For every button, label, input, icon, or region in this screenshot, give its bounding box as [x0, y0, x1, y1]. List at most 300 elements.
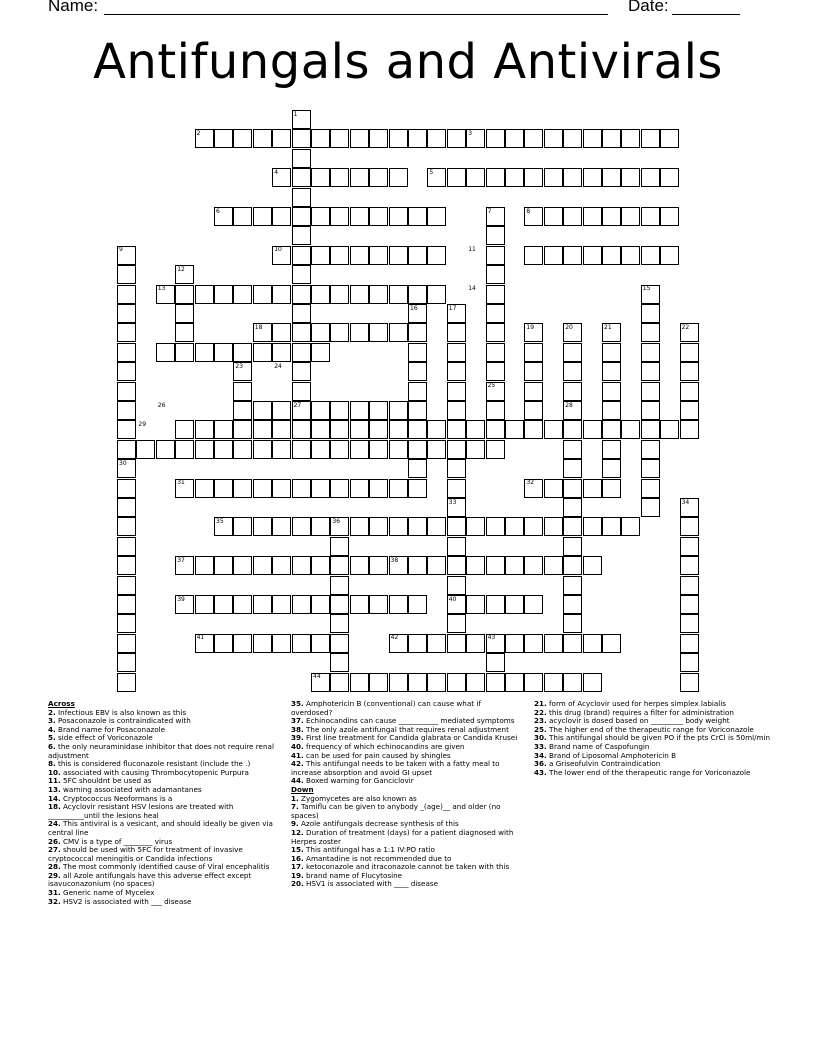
grid-cell[interactable] [583, 479, 602, 498]
grid-cell[interactable] [292, 323, 311, 342]
grid-cell[interactable] [563, 207, 582, 226]
grid-cell[interactable] [680, 537, 699, 556]
grid-cell[interactable] [253, 556, 272, 575]
grid-cell[interactable] [214, 634, 233, 653]
grid-cell[interactable] [563, 576, 582, 595]
grid-cell[interactable] [369, 673, 388, 692]
grid-cell[interactable] [447, 440, 466, 459]
grid-cell[interactable] [660, 207, 679, 226]
grid-cell[interactable] [544, 420, 563, 439]
grid-cell[interactable] [544, 634, 563, 653]
grid-cell[interactable] [214, 556, 233, 575]
grid-cell[interactable] [466, 517, 485, 536]
grid-cell[interactable] [505, 517, 524, 536]
grid-cell[interactable] [641, 168, 660, 187]
grid-cell[interactable] [505, 129, 524, 148]
grid-cell[interactable] [427, 673, 446, 692]
grid-cell[interactable] [195, 556, 214, 575]
grid-cell[interactable] [369, 556, 388, 575]
grid-cell[interactable] [408, 673, 427, 692]
grid-cell[interactable] [330, 285, 349, 304]
grid-cell[interactable] [195, 343, 214, 362]
grid-cell[interactable] [272, 634, 291, 653]
grid-cell[interactable] [486, 401, 505, 420]
grid-cell[interactable] [486, 343, 505, 362]
grid-cell[interactable] [583, 129, 602, 148]
grid-cell[interactable] [389, 440, 408, 459]
grid-cell[interactable] [311, 168, 330, 187]
grid-cell[interactable] [369, 517, 388, 536]
grid-cell[interactable] [233, 285, 252, 304]
grid-cell[interactable] [117, 304, 136, 323]
grid-cell[interactable] [369, 420, 388, 439]
grid-cell[interactable] [175, 323, 194, 342]
grid-cell[interactable] [505, 168, 524, 187]
grid-cell[interactable] [447, 576, 466, 595]
grid-cell[interactable] [427, 556, 446, 575]
grid-cell[interactable] [311, 634, 330, 653]
grid-cell[interactable] [427, 420, 446, 439]
grid-cell[interactable] [350, 517, 369, 536]
grid-cell[interactable] [214, 420, 233, 439]
grid-cell[interactable] [292, 362, 311, 381]
grid-cell[interactable] [330, 401, 349, 420]
grid-cell[interactable] [583, 246, 602, 265]
grid-cell[interactable] [602, 382, 621, 401]
grid-cell[interactable] [524, 343, 543, 362]
grid-cell[interactable] [602, 207, 621, 226]
grid-cell[interactable] [369, 595, 388, 614]
grid-cell[interactable] [505, 673, 524, 692]
grid-cell[interactable] [621, 207, 640, 226]
grid-cell[interactable] [272, 479, 291, 498]
grid-cell[interactable] [292, 188, 311, 207]
grid-cell[interactable] [524, 129, 543, 148]
grid-cell[interactable] [214, 595, 233, 614]
grid-cell[interactable] [389, 323, 408, 342]
grid-cell[interactable] [641, 323, 660, 342]
grid-cell[interactable] [447, 401, 466, 420]
grid-cell[interactable] [621, 168, 640, 187]
grid-cell[interactable] [544, 246, 563, 265]
grid-cell[interactable] [117, 323, 136, 342]
grid-cell[interactable] [214, 479, 233, 498]
grid-cell[interactable] [486, 362, 505, 381]
grid-cell[interactable] [447, 168, 466, 187]
grid-cell[interactable] [583, 420, 602, 439]
grid-cell[interactable] [524, 517, 543, 536]
grid-cell[interactable] [466, 420, 485, 439]
grid-cell[interactable] [117, 420, 136, 439]
grid-cell[interactable] [466, 634, 485, 653]
grid-cell[interactable] [563, 129, 582, 148]
grid-cell[interactable] [408, 207, 427, 226]
grid-cell[interactable] [563, 634, 582, 653]
grid-cell[interactable] [311, 595, 330, 614]
grid-cell[interactable] [680, 634, 699, 653]
grid-cell[interactable] [272, 595, 291, 614]
grid-cell[interactable] [641, 420, 660, 439]
grid-cell[interactable] [369, 207, 388, 226]
grid-cell[interactable] [563, 595, 582, 614]
grid-cell[interactable] [466, 440, 485, 459]
grid-cell[interactable] [621, 129, 640, 148]
grid-cell[interactable] [253, 420, 272, 439]
grid-cell[interactable] [389, 129, 408, 148]
grid-cell[interactable] [583, 517, 602, 536]
grid-cell[interactable] [253, 517, 272, 536]
grid-cell[interactable] [253, 401, 272, 420]
grid-cell[interactable] [233, 420, 252, 439]
grid-cell[interactable] [117, 673, 136, 692]
grid-cell[interactable] [602, 129, 621, 148]
grid-cell[interactable] [544, 207, 563, 226]
grid-cell[interactable] [292, 517, 311, 536]
grid-cell[interactable] [641, 246, 660, 265]
grid-cell[interactable] [389, 595, 408, 614]
grid-cell[interactable] [330, 556, 349, 575]
grid-cell[interactable] [117, 614, 136, 633]
grid-cell[interactable] [272, 129, 291, 148]
grid-cell[interactable] [330, 479, 349, 498]
grid-cell[interactable] [563, 420, 582, 439]
grid-cell[interactable] [292, 207, 311, 226]
grid-cell[interactable] [156, 440, 175, 459]
grid-cell[interactable] [292, 265, 311, 284]
grid-cell[interactable] [583, 168, 602, 187]
grid-cell[interactable] [602, 362, 621, 381]
grid-cell[interactable] [292, 226, 311, 245]
grid-cell[interactable] [350, 479, 369, 498]
grid-cell[interactable] [253, 285, 272, 304]
grid-cell[interactable] [175, 343, 194, 362]
grid-cell[interactable] [408, 343, 427, 362]
grid-cell[interactable] [253, 479, 272, 498]
grid-cell[interactable] [253, 440, 272, 459]
grid-cell[interactable] [583, 556, 602, 575]
grid-cell[interactable] [486, 265, 505, 284]
grid-cell[interactable] [447, 614, 466, 633]
grid-cell[interactable] [524, 634, 543, 653]
grid-cell[interactable] [524, 168, 543, 187]
grid-cell[interactable] [641, 479, 660, 498]
grid-cell[interactable] [466, 556, 485, 575]
grid-cell[interactable] [486, 168, 505, 187]
grid-cell[interactable] [350, 246, 369, 265]
grid-cell[interactable] [447, 634, 466, 653]
grid-cell[interactable] [641, 129, 660, 148]
grid-cell[interactable] [272, 207, 291, 226]
grid-cell[interactable] [641, 440, 660, 459]
grid-cell[interactable] [602, 401, 621, 420]
grid-cell[interactable] [563, 614, 582, 633]
grid-cell[interactable] [233, 634, 252, 653]
grid-cell[interactable] [330, 420, 349, 439]
grid-cell[interactable] [660, 129, 679, 148]
grid-cell[interactable] [350, 129, 369, 148]
grid-cell[interactable] [408, 440, 427, 459]
grid-cell[interactable] [641, 459, 660, 478]
grid-cell[interactable] [427, 129, 446, 148]
grid-cell[interactable] [292, 420, 311, 439]
grid-cell[interactable] [350, 440, 369, 459]
grid-cell[interactable] [311, 323, 330, 342]
grid-cell[interactable] [602, 420, 621, 439]
grid-cell[interactable] [447, 343, 466, 362]
grid-cell[interactable] [583, 207, 602, 226]
grid-cell[interactable] [117, 498, 136, 517]
grid-cell[interactable] [117, 653, 136, 672]
grid-cell[interactable] [563, 440, 582, 459]
grid-cell[interactable] [563, 556, 582, 575]
grid-cell[interactable] [563, 382, 582, 401]
grid-cell[interactable] [389, 285, 408, 304]
grid-cell[interactable] [660, 420, 679, 439]
grid-cell[interactable] [641, 498, 660, 517]
grid-cell[interactable] [544, 673, 563, 692]
grid-cell[interactable] [330, 653, 349, 672]
grid-cell[interactable] [272, 285, 291, 304]
grid-cell[interactable] [680, 653, 699, 672]
grid-cell[interactable] [505, 420, 524, 439]
grid-cell[interactable] [602, 634, 621, 653]
grid-cell[interactable] [350, 285, 369, 304]
grid-cell[interactable] [195, 479, 214, 498]
grid-cell[interactable] [117, 343, 136, 362]
grid-cell[interactable] [233, 517, 252, 536]
grid-cell[interactable] [292, 285, 311, 304]
grid-cell[interactable] [486, 440, 505, 459]
grid-cell[interactable] [272, 556, 291, 575]
grid-cell[interactable] [563, 459, 582, 478]
grid-cell[interactable] [253, 343, 272, 362]
grid-cell[interactable] [253, 129, 272, 148]
grid-cell[interactable] [214, 440, 233, 459]
grid-cell[interactable] [233, 129, 252, 148]
grid-cell[interactable] [486, 653, 505, 672]
grid-cell[interactable] [563, 673, 582, 692]
grid-cell[interactable] [389, 517, 408, 536]
grid-cell[interactable] [408, 323, 427, 342]
grid-cell[interactable] [486, 246, 505, 265]
grid-cell[interactable] [680, 595, 699, 614]
grid-cell[interactable] [621, 517, 640, 536]
grid-cell[interactable] [583, 673, 602, 692]
grid-cell[interactable] [195, 420, 214, 439]
grid-cell[interactable] [389, 246, 408, 265]
grid-cell[interactable] [292, 556, 311, 575]
grid-cell[interactable] [408, 382, 427, 401]
grid-cell[interactable] [350, 401, 369, 420]
grid-cell[interactable] [408, 420, 427, 439]
grid-cell[interactable] [253, 207, 272, 226]
grid-cell[interactable] [447, 517, 466, 536]
grid-cell[interactable] [408, 479, 427, 498]
grid-cell[interactable] [253, 634, 272, 653]
grid-cell[interactable] [524, 382, 543, 401]
grid-cell[interactable] [117, 362, 136, 381]
grid-cell[interactable] [408, 459, 427, 478]
grid-cell[interactable] [447, 459, 466, 478]
grid-cell[interactable] [311, 517, 330, 536]
grid-cell[interactable] [563, 537, 582, 556]
grid-cell[interactable] [544, 168, 563, 187]
grid-cell[interactable] [330, 323, 349, 342]
grid-cell[interactable] [602, 459, 621, 478]
grid-cell[interactable] [233, 207, 252, 226]
grid-cell[interactable] [408, 634, 427, 653]
grid-cell[interactable] [330, 246, 349, 265]
grid-cell[interactable] [117, 634, 136, 653]
grid-cell[interactable] [195, 440, 214, 459]
grid-cell[interactable] [369, 168, 388, 187]
grid-cell[interactable] [369, 479, 388, 498]
grid-cell[interactable] [292, 479, 311, 498]
grid-cell[interactable] [524, 420, 543, 439]
grid-cell[interactable] [427, 246, 446, 265]
grid-cell[interactable] [486, 285, 505, 304]
grid-cell[interactable] [233, 382, 252, 401]
grid-cell[interactable] [680, 556, 699, 575]
grid-cell[interactable] [117, 595, 136, 614]
grid-cell[interactable] [292, 634, 311, 653]
grid-cell[interactable] [369, 401, 388, 420]
grid-cell[interactable] [660, 246, 679, 265]
grid-cell[interactable] [680, 614, 699, 633]
grid-cell[interactable] [292, 440, 311, 459]
grid-cell[interactable] [660, 168, 679, 187]
grid-cell[interactable] [214, 343, 233, 362]
grid-cell[interactable] [408, 246, 427, 265]
grid-cell[interactable] [563, 168, 582, 187]
grid-cell[interactable] [214, 129, 233, 148]
grid-cell[interactable] [408, 595, 427, 614]
grid-cell[interactable] [233, 343, 252, 362]
grid-cell[interactable] [330, 614, 349, 633]
grid-cell[interactable] [486, 673, 505, 692]
grid-cell[interactable] [466, 168, 485, 187]
grid-cell[interactable] [427, 440, 446, 459]
grid-cell[interactable] [233, 479, 252, 498]
grid-cell[interactable] [544, 479, 563, 498]
grid-cell[interactable] [156, 343, 175, 362]
grid-cell[interactable] [447, 420, 466, 439]
grid-cell[interactable] [292, 595, 311, 614]
grid-cell[interactable] [680, 362, 699, 381]
grid-cell[interactable] [292, 246, 311, 265]
grid-cell[interactable] [330, 634, 349, 653]
grid-cell[interactable] [117, 576, 136, 595]
grid-cell[interactable] [311, 343, 330, 362]
grid-cell[interactable] [408, 556, 427, 575]
grid-cell[interactable] [292, 149, 311, 168]
grid-cell[interactable] [272, 343, 291, 362]
grid-cell[interactable] [389, 401, 408, 420]
grid-cell[interactable] [350, 323, 369, 342]
grid-cell[interactable] [272, 420, 291, 439]
grid-cell[interactable] [680, 420, 699, 439]
grid-cell[interactable] [272, 517, 291, 536]
grid-cell[interactable] [680, 576, 699, 595]
grid-cell[interactable] [311, 207, 330, 226]
grid-cell[interactable] [272, 401, 291, 420]
grid-cell[interactable] [447, 362, 466, 381]
grid-cell[interactable] [641, 304, 660, 323]
grid-cell[interactable] [408, 362, 427, 381]
grid-cell[interactable] [408, 129, 427, 148]
grid-cell[interactable] [447, 537, 466, 556]
grid-cell[interactable] [641, 362, 660, 381]
grid-cell[interactable] [524, 595, 543, 614]
grid-cell[interactable] [214, 285, 233, 304]
grid-cell[interactable] [350, 673, 369, 692]
grid-cell[interactable] [447, 479, 466, 498]
grid-cell[interactable] [175, 420, 194, 439]
grid-cell[interactable] [602, 517, 621, 536]
grid-cell[interactable] [175, 440, 194, 459]
grid-cell[interactable] [466, 673, 485, 692]
grid-cell[interactable] [330, 576, 349, 595]
grid-cell[interactable] [486, 226, 505, 245]
grid-cell[interactable] [330, 207, 349, 226]
grid-cell[interactable] [350, 595, 369, 614]
grid-cell[interactable] [680, 382, 699, 401]
grid-cell[interactable] [524, 362, 543, 381]
grid-cell[interactable] [563, 479, 582, 498]
grid-cell[interactable] [330, 595, 349, 614]
grid-cell[interactable] [641, 207, 660, 226]
grid-cell[interactable] [524, 673, 543, 692]
grid-cell[interactable] [311, 129, 330, 148]
grid-cell[interactable] [117, 537, 136, 556]
grid-cell[interactable] [175, 285, 194, 304]
grid-cell[interactable] [427, 207, 446, 226]
grid-cell[interactable] [311, 556, 330, 575]
grid-cell[interactable] [447, 556, 466, 575]
grid-cell[interactable] [233, 440, 252, 459]
grid-cell[interactable] [117, 285, 136, 304]
grid-cell[interactable] [136, 440, 155, 459]
grid-cell[interactable] [486, 304, 505, 323]
grid-cell[interactable] [369, 129, 388, 148]
grid-cell[interactable] [117, 517, 136, 536]
grid-cell[interactable] [408, 401, 427, 420]
grid-cell[interactable] [253, 595, 272, 614]
grid-cell[interactable] [602, 440, 621, 459]
grid-cell[interactable] [369, 285, 388, 304]
grid-cell[interactable] [117, 440, 136, 459]
grid-cell[interactable] [680, 343, 699, 362]
grid-cell[interactable] [602, 246, 621, 265]
grid-cell[interactable] [447, 382, 466, 401]
grid-cell[interactable] [369, 246, 388, 265]
grid-cell[interactable] [117, 382, 136, 401]
grid-cell[interactable] [117, 401, 136, 420]
grid-cell[interactable] [330, 129, 349, 148]
grid-cell[interactable] [350, 168, 369, 187]
grid-cell[interactable] [486, 323, 505, 342]
grid-cell[interactable] [292, 129, 311, 148]
grid-cell[interactable] [369, 440, 388, 459]
grid-cell[interactable] [563, 498, 582, 517]
grid-cell[interactable] [505, 595, 524, 614]
grid-cell[interactable] [563, 362, 582, 381]
grid-cell[interactable] [544, 517, 563, 536]
grid-cell[interactable] [486, 556, 505, 575]
grid-cell[interactable] [447, 673, 466, 692]
grid-cell[interactable] [389, 479, 408, 498]
grid-cell[interactable] [330, 537, 349, 556]
